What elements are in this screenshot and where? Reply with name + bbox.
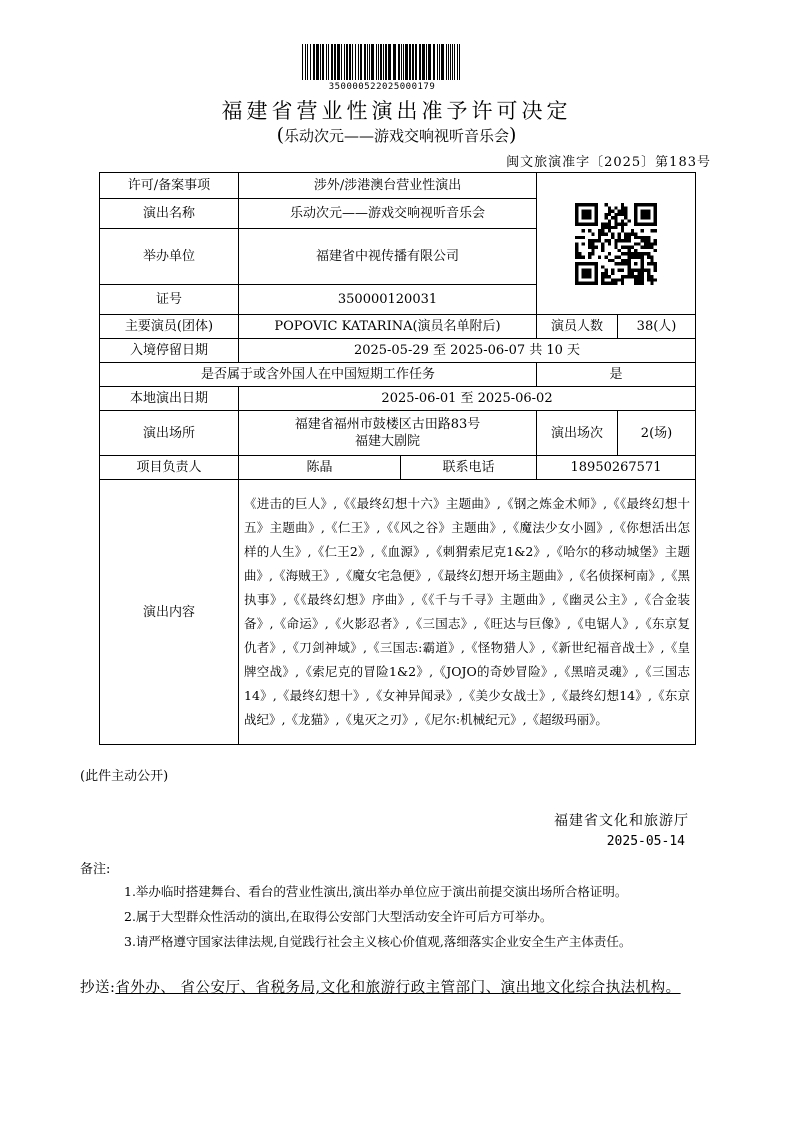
subtitle-text: 乐动次元——游戏交响视听音乐会 (283, 127, 509, 145)
barcode (300, 44, 464, 80)
organizer-label: 举办单位 (100, 229, 239, 285)
qr-code-cell (537, 173, 696, 315)
entry-dates-value: 2025-05-29 至 2025-06-07 共 10 天 (239, 339, 696, 363)
license-table (99, 172, 696, 745)
manager-label: 项目负责人 (100, 456, 239, 480)
cc-label: 抄送: (80, 980, 116, 996)
venue-address: 福建省福州市鼓楼区古田路83号 (294, 417, 481, 432)
entry-dates-label: 入境停留日期 (100, 339, 239, 363)
content-label: 演出内容 (100, 480, 239, 745)
content-value: 《进击的巨人》,《《最终幻想十六》主题曲》,《钢之炼金术师》,《《最终幻想十五》主题曲》,《仁王》,《《风之谷》主题曲》,《魔法少女小圆》,《你想活出怎样的人生》,《仁王2》,《血源》,《刺猬索尼克1&2》,《哈尔的移动城堡》主题曲》,《海贼王》,《魔女宅急便》,《最终幻想开场主题曲》,《名侦探柯南》,《黑执事》,《《最终幻想》序曲》,《《千与千寻》主题曲》,《幽灵公主》,《合金装备》,《命运》,《火影忍者》,《三国志》,《旺达与巨像》,《电锯人》,《东京复仇者》,《刀剑神域》,《三国志:霸道》,《怪物猎人》,《新世纪福音战士》,《皇牌空战》,《索尼克的冒险1&2》,《JOJO的奇妙冒险》,《黑暗灵魂》,《三国志14》,《最终幻想十》,《女神异闻录》,《美少女战士》,《最终幻想14》,《东京战纪》,《龙猫》,《鬼灭之刃》,《尼尔:机械纪元》,《超级玛丽》。 (239, 480, 696, 745)
cc-distribution (80, 976, 720, 1000)
local-dates-label: 本地演出日期 (100, 387, 239, 411)
qr-code-icon (575, 203, 657, 285)
document-number: 闽文旅演准字〔2025〕第183号 (506, 155, 711, 170)
cert-no-label: 证号 (100, 285, 239, 315)
subtitle (0, 124, 793, 146)
note-item-2: 2.属于大型群众性活动的演出,在取得公安部门大型活动安全许可后方可举办。 (124, 909, 553, 924)
performers-label: 主要演员(团体) (100, 315, 239, 339)
public-disclosure-note: (此件主动公开) (80, 769, 169, 784)
page-title: 福建省营业性演出准予许可决定 (221, 99, 572, 123)
manager-value: 陈晶 (239, 456, 401, 480)
venue-value (239, 411, 537, 456)
performer-count-value: 38(人) (618, 315, 696, 339)
local-dates-value: 2025-06-01 至 2025-06-02 (239, 387, 696, 411)
subtitle-open-paren: ( (276, 124, 284, 146)
organizer-value: 福建省中视传播有限公司 (239, 229, 537, 285)
note-item-3: 3.请严格遵守国家法律法规,自觉践行社会主义核心价值观,落细落实企业安全生产主体责任。 (124, 934, 632, 949)
license-type-label: 许可/备案事项 (100, 173, 239, 199)
license-type-value: 涉外/涉港澳台营业性演出 (239, 173, 537, 199)
sessions-label: 演出场次 (537, 411, 618, 456)
phone-value: 18950267571 (537, 456, 696, 480)
venue-name: 福建大剧院 (355, 434, 421, 449)
cert-no-value: 350000120031 (239, 285, 537, 315)
performer-count-label: 演员人数 (537, 315, 618, 339)
cc-recipients: 省外办、 省公安厅、省税务局,文化和旅游行政主管部门、演出地文化综合执法机构。 (115, 980, 681, 996)
sessions-value: 2(场) (618, 411, 696, 456)
venue-label: 演出场所 (100, 411, 239, 456)
performers-value: POPOVIC KATARINA(演员名单附后) (239, 315, 537, 339)
notes-label: 备注: (80, 862, 111, 877)
issuing-authority: 福建省文化和旅游厅 (554, 813, 689, 829)
barcode-number: 350000522025000179 (328, 82, 436, 92)
note-item-1: 1.举办临时搭建舞台、看台的营业性演出,演出举办单位应于演出前提交演出场所合格证明。 (124, 884, 628, 899)
foreign-work-value: 是 (537, 363, 696, 387)
subtitle-close-paren: ) (509, 124, 517, 146)
phone-label: 联系电话 (401, 456, 537, 480)
foreign-work-label: 是否属于或含外国人在中国短期工作任务 (100, 363, 537, 387)
issue-date: 2025-05-14 (606, 834, 685, 849)
show-name-label: 演出名称 (100, 199, 239, 229)
show-name-value: 乐动次元——游戏交响视听音乐会 (239, 199, 537, 229)
